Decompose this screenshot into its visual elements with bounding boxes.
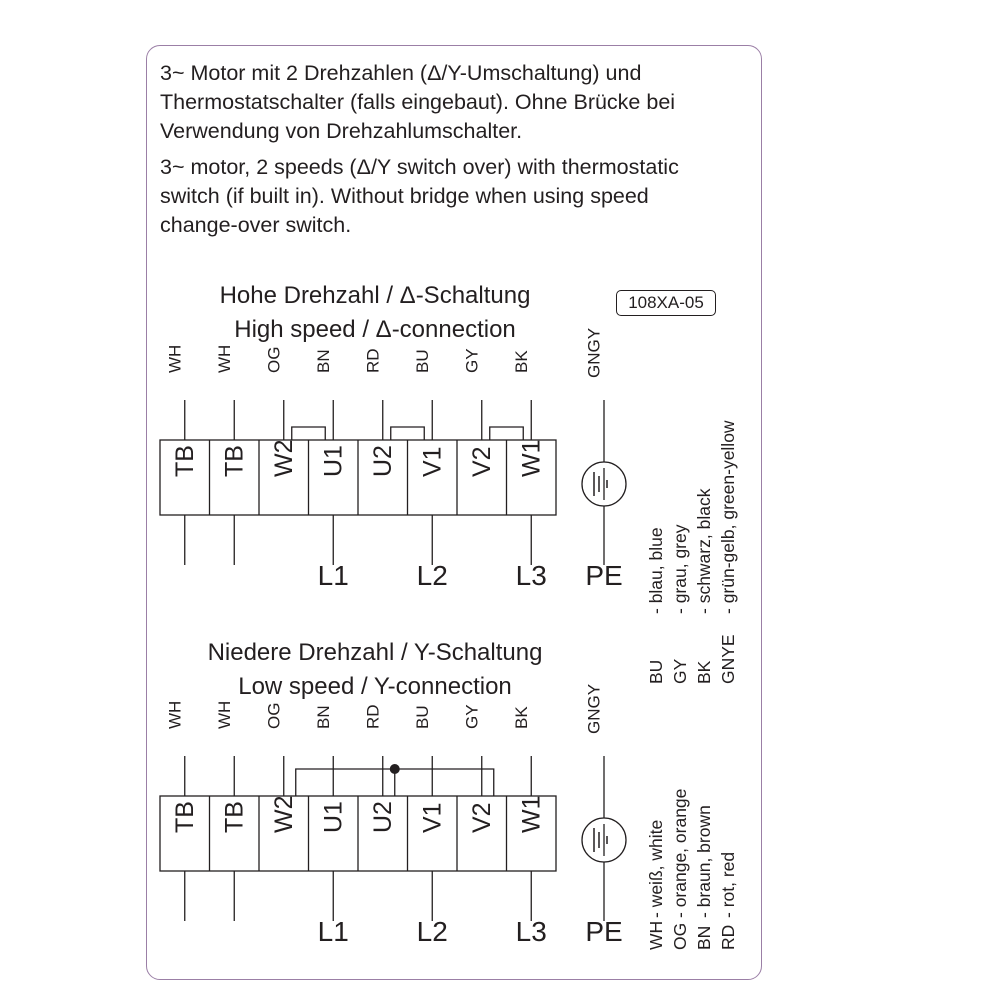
intro-de-line-2: Thermostatschalter (falls eingebaut). Ohne Brücke bei (160, 90, 676, 114)
terminal-label-v2: V2 (467, 802, 496, 833)
line-label-l2: L2 (416, 916, 448, 947)
terminal-label-u1: U1 (319, 801, 348, 833)
intro-en-line-3: change-over switch. (160, 213, 352, 237)
wire-color-label-bk: BK (511, 706, 531, 729)
terminal-label-u1: U1 (319, 445, 348, 477)
terminal-label-tb: TB (170, 445, 199, 477)
legend-code-og: OG (670, 922, 690, 950)
high-speed-diagram (160, 328, 626, 591)
terminal-label-v1: V1 (418, 446, 447, 477)
low-speed-title-en: Low speed / Y-connection (238, 673, 512, 700)
diagram-code-label: 108XA-05 (616, 290, 716, 316)
line-label-pe: PE (585, 916, 623, 947)
wire-color-label-wh: WH (165, 344, 185, 373)
legend-code-bu: BU (646, 659, 666, 684)
terminal-label-tb: TB (220, 445, 249, 477)
delta-bridge (292, 427, 326, 440)
wire-color-label-bn: BN (313, 705, 333, 729)
line-label-l1: L1 (317, 560, 349, 591)
intro-en-line-1: 3~ motor, 2 speeds (Δ/Y switch over) with thermostatic (160, 155, 679, 179)
line-label-pe: PE (585, 560, 623, 591)
terminal-label-w1: W1 (517, 439, 546, 477)
legend-code-wh: WH (646, 920, 666, 950)
terminal-label-u2: U2 (368, 801, 397, 833)
wire-color-label-gy: GY (462, 704, 482, 729)
legend-code-gy: GY (670, 658, 690, 684)
wire-color-label-bu: BU (412, 349, 432, 373)
wire-color-label-wh: WH (214, 700, 234, 729)
high-speed-title-en: High speed / Δ-connection (234, 316, 516, 343)
legend-code-gnye: GNYE (718, 634, 738, 684)
ground-wire-label: GNGY (584, 683, 604, 734)
delta-bridge (391, 427, 425, 440)
terminal-label-w2: W2 (269, 439, 298, 477)
terminal-label-tb: TB (170, 801, 199, 833)
star-point-dot (390, 764, 400, 774)
legend-desc-rd: - rot, red (718, 851, 738, 918)
low-speed-diagram (160, 684, 626, 947)
legend-code-rd: RD (718, 924, 738, 950)
wire-color-label-og: OG (264, 702, 284, 729)
legend-code-bk: BK (694, 660, 714, 684)
intro-en-line-2: switch (if built in). Without bridge when using speed (160, 184, 649, 208)
wire-color-label-rd: RD (363, 348, 383, 373)
wire-color-label-og: OG (264, 346, 284, 373)
legend-desc-bu: - blau, blue (646, 527, 666, 614)
terminal-label-u2: U2 (368, 445, 397, 477)
wire-color-label-gy: GY (462, 348, 482, 373)
intro-de-line-1: 3~ Motor mit 2 Drehzahlen (Δ/Y-Umschaltung) und (160, 61, 642, 85)
low-speed-title-de: Niedere Drehzahl / Y-Schaltung (207, 639, 543, 666)
wire-color-label-bn: BN (313, 349, 333, 373)
color-legend (646, 420, 738, 950)
wire-color-label-wh: WH (165, 700, 185, 729)
delta-bridge (490, 427, 524, 440)
ground-wire-label: GNGY (584, 327, 604, 378)
terminal-label-w1: W1 (517, 795, 546, 833)
wire-color-label-bu: BU (412, 705, 432, 729)
terminal-label-v1: V1 (418, 802, 447, 833)
line-label-l1: L1 (317, 916, 349, 947)
wire-color-label-rd: RD (363, 704, 383, 729)
legend-code-bn: BN (694, 925, 714, 950)
wire-color-label-wh: WH (214, 344, 234, 373)
legend-desc-wh: - weiß, white (646, 819, 666, 918)
legend-desc-bk: - schwarz, black (694, 488, 714, 614)
terminal-label-v2: V2 (467, 446, 496, 477)
legend-desc-gnye: - grün-gelb, green-yellow (718, 420, 738, 614)
line-label-l3: L3 (515, 916, 547, 947)
wire-color-label-bk: BK (511, 350, 531, 373)
line-label-l3: L3 (515, 560, 547, 591)
line-label-l2: L2 (416, 560, 448, 591)
intro-de-line-3: Verwendung von Drehzahlumschalter. (160, 119, 523, 143)
high-speed-title-de: Hohe Drehzahl / Δ-Schaltung (219, 282, 531, 309)
legend-desc-bn: - braun, brown (694, 805, 714, 918)
terminal-label-w2: W2 (269, 795, 298, 833)
terminal-label-tb: TB (220, 801, 249, 833)
legend-desc-og: - orange, orange (670, 788, 690, 918)
legend-desc-gy: - grau, grey (670, 524, 690, 614)
